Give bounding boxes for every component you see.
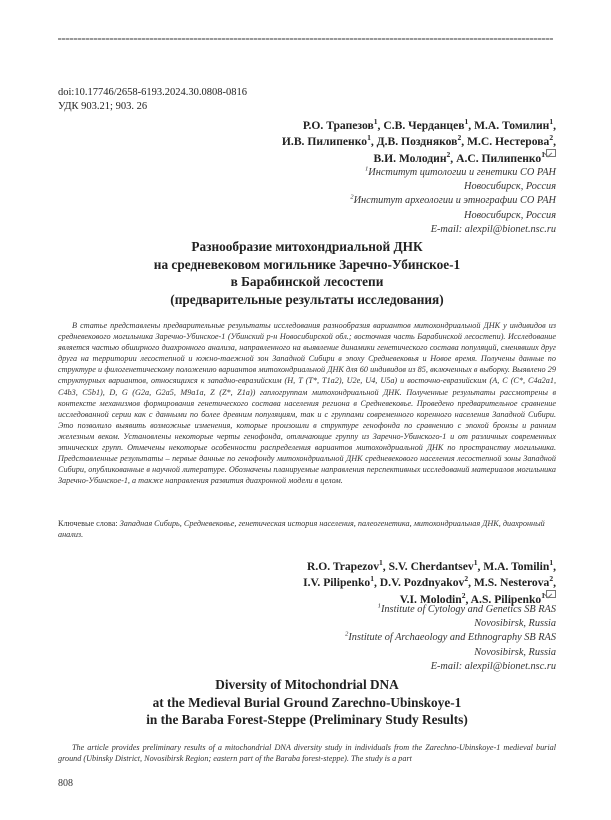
article-identifiers [58,86,247,114]
article-title-ru: Разнообразие митохондриальной ДНК на средневековом могильнике Заречно-Убинское-1 в Барабинской лесостепи (предварительные результаты исследования) [153,239,461,307]
email-icon [546,590,556,598]
authors-line: V.I. Molodin$^2$, A.S. Pilipenko$^1$ [303,590,556,607]
affiliation-city: Novosibirsk, Russia [474,646,556,658]
authors-line: I.V. Pilipenko$^1$, D.V. Pozdnyakov$^2$, M.S. Nesterova$^2$, [303,573,556,589]
email-icon [546,149,556,157]
keywords-label: Ключевые слова: [58,519,118,528]
affiliation-name: Институт цитологии и генетики СО РАН [368,167,556,178]
affiliation-city: Новосибирск, Россия [464,181,556,193]
authors-en [303,559,556,608]
header-rule [58,38,553,40]
authors-line: Р.О. Трапезов$^1$, С.В. Черданцев$^1$, М.А. Томилин$^1$, [302,117,556,132]
affiliation-city: Новосибирск, Россия [464,209,556,221]
email: E-mail: alexpil@bionet.nsc.ru [430,660,556,672]
authors-line: В.И. Молодин$^2$, А.С. Пилипенко$^1$ [282,149,556,166]
keywords-values: Западная Сибирь, Средневековье, генетическая история населения, палеогенетика, митохондриальная ДНК, диахронный анализ. [58,519,545,540]
page-number: 808 [58,778,73,789]
affiliation-city: Novosibirsk, Russia [474,618,556,630]
affiliation-name: Институт археологии и этнографии СО РАН [353,195,556,207]
authors-line: И.В. Пилипенко$^1$, Д.В. Поздняков$^2$, М.С. Нестерова$^2$, [281,132,556,148]
affiliation-name: Institute of Archaeology and Ethnography SB RAS [348,632,556,644]
abstract-ru: В статье представлены предварительные результаты исследования разнообразия вариантов митохондриальной ДНК у индивидов из средневекового могильника Заречно-Убинское-1 (Убинский р-н Новосибирской обл.; восточная часть Барабинской лесостепи). Исследование является частью обширного диахронного анализа, направленного на выявление динамики генетического состава популяций, сменявших друг друга на территории лесостепной и южно-таежной зон Западной Сибири в эпоху Средневековья и Новое время. Получены данные по структуре и филогенетическому положению вариантов митохондриальной ДНК для 60 индивидов из 85, включенных в выборку. Выявлено 29 структурных вариантов, относящихся к западно-евразийским (H, T (T*, T1a2), U2e, U4, U5a) и восточно-евразийским (A, C (C*, C4a2a1, C4b3, C5b1), D, G (G2a, G2a5, M9a1a, Z (Z*, Z1a)) гаплогруппам митохондриальной ДНК. Полученные результаты рассмотрены в контексте механизмов формирования генетического состава населения региона в Средневековье. Проведено предварительное сравнение исследованной серии как с данными по более древним популяциям, так и с группами современного коренного населения Западной Сибири. Это позволило выявить возможные изменения, которые произошли в структуре генофонда по сравнению с эпохой бронзы и ранним железным веком. Установлены некоторые черты генофонда, отличающие группу из Заречно-Убинского-1 и от различных современных этнических групп. Отмечены некоторые особенности распределения вариантов митохондриальной ДНК по пространству могильника. Представленные результаты – первые данные по генофонду митохондриальной ДНК средневекового населения лесостепной зоны Западной Сибири, опубликованные в научной литературе. Обозначены планируемые направления перспективных исследований материалов могильника Заречно-Убинское-1, а также направления развития диахронной модели в целом. [58,321,556,486]
affiliations-en: $^1$Institute of Cytology and Genetics SB RAS Novosibirsk, Russia $^2$Institute of Archaeology and Ethnography SB RAS Novosibirsk, Russia E-mail: alexpil@bionet.nsc.ru [345,603,556,674]
abstract-en: The article provides preliminary results of a mitochondrial DNA diversity study in individuals from the Zarechno-Ubinskoye-1 medieval burial ground (Ubinsky District, Novosibirsk Region; eastern part of the Baraba forest-steppe). The study is a part [58,743,556,764]
affiliation-name: Institute of Cytology and Genetics SB RAS [380,604,556,615]
email: E-mail: alexpil@bionet.nsc.ru [430,223,556,235]
keywords-ru [58,518,556,540]
article-title-en: Diversity of Mitochondrial DNA at the Medieval Burial Ground Zarechno-Ubinskoye-1 in the Baraba Forest-Steppe (Preliminary Study Results) [146,677,468,728]
affiliations-ru: $^1$Институт цитологии и генетики СО РАН Новосибирск, Россия $^2$Институт археологии и этнографии СО РАН Новосибирск, Россия E-mail: alexpil@bionet.nsc.ru [350,166,556,237]
udk: УДК 903.21; 903. 26 [58,101,148,112]
authors-ru [282,118,556,167]
authors-line: R.O. Trapezov$^1$, S.V. Cherdantsev$^1$, M.A. Tomilin$^1$, [306,558,556,573]
doi: doi:10.17746/2658-6193.2024.30.0808-0816 [58,87,247,98]
